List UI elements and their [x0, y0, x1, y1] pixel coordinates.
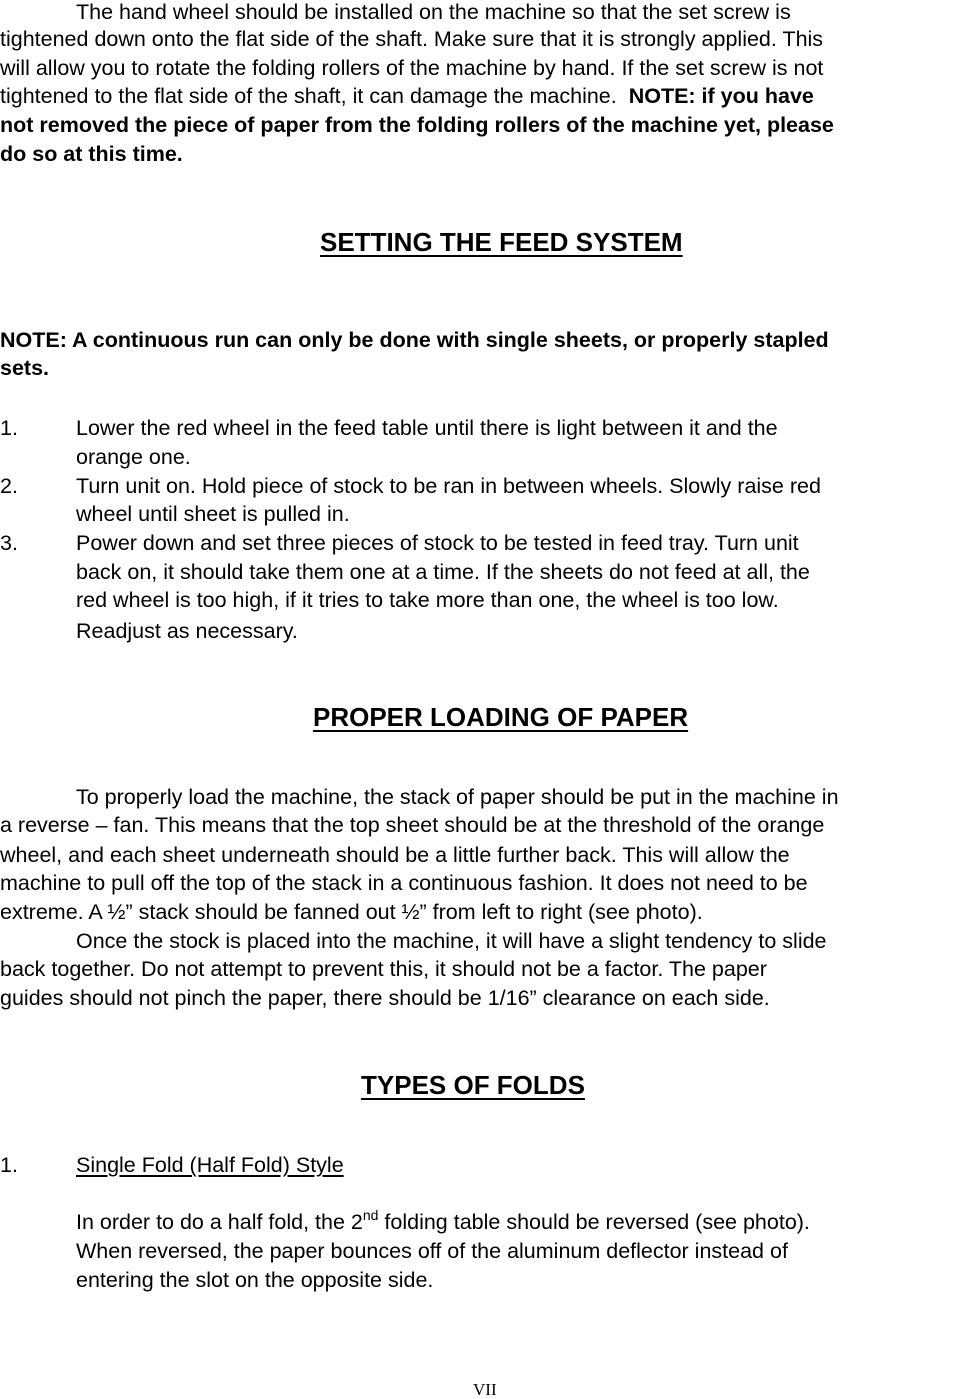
intro-line-3: will allow you to rotate the folding rollers of the machine by hand. If the set screw is not	[0, 56, 824, 80]
loading-line-2: a reverse – fan. This means that the top sheet should be at the threshold of the orange	[0, 813, 825, 837]
folds-para-line-3: entering the slot on the opposite side.	[76, 1268, 434, 1292]
feed-step-3-line-3: red wheel is too high, if it tries to take more than one, the wheel is too low.	[76, 588, 779, 612]
loading-heading: PROPER LOADING OF PAPER	[313, 702, 689, 732]
intro-line-2: tightened down onto the flat side of the shaft. Make sure that it is strongly applied. This	[0, 27, 824, 51]
feed-step-1-number: 1.	[0, 416, 18, 440]
feed-heading: SETTING THE FEED SYSTEM	[320, 227, 683, 257]
feed-step-3-number: 3.	[0, 531, 18, 555]
intro-note-line-2: not removed the piece of paper from the folding rollers of the machine yet, please	[0, 113, 834, 137]
feed-step-3-line-1: Power down and set three pieces of stock to be tested in feed tray. Turn unit	[76, 531, 799, 555]
loading-line-4: machine to pull off the top of the stack in a continuous fashion. It does not need to be	[0, 871, 808, 895]
feed-step-3-line-4: Readjust as necessary.	[76, 619, 298, 643]
feed-step-1-line-1: Lower the red wheel in the feed table until there is light between it and the	[76, 416, 778, 440]
ordinal-suffix: nd	[362, 1207, 379, 1223]
intro-line-1: The hand wheel should be installed on the machine so that the set screw is	[76, 0, 791, 24]
loading-line-3: wheel, and each sheet underneath should be a little further back. This will allow the	[0, 843, 790, 867]
intro-line-4	[0, 86, 814, 108]
folds-para-line-1-start: In order to do a half fold, the 2	[76, 1210, 363, 1234]
folds-item-title: Single Fold (Half Fold) Style	[76, 1153, 344, 1177]
loading-line-7: back together. Do not attempt to prevent this, it should not be a factor. The paper	[0, 957, 767, 981]
folds-para-line-1-end: folding table should be reversed (see photo).	[378, 1210, 810, 1234]
feed-step-1-line-2: orange one.	[76, 445, 191, 469]
feed-step-2-line-1: Turn unit on. Hold piece of stock to be ran in between wheels. Slowly raise red	[76, 474, 821, 498]
folds-item-number: 1.	[0, 1153, 18, 1177]
folds-heading: TYPES OF FOLDS	[361, 1070, 585, 1100]
intro-note-start: NOTE: if you have	[628, 84, 814, 108]
loading-line-8: guides should not pinch the paper, there should be 1/16” clearance on each side.	[0, 986, 770, 1010]
loading-line-1: To properly load the machine, the stack of paper should be put in the machine in	[76, 785, 839, 809]
feed-step-2-line-2: wheel until sheet is pulled in.	[76, 502, 350, 526]
feed-note-line-1: NOTE: A continuous run can only be done with single sheets, or properly stapled	[0, 328, 829, 352]
feed-step-2-number: 2.	[0, 474, 18, 498]
feed-step-3-line-2: back on, it should take them one at a time. If the sheets do not feed at all, the	[76, 560, 810, 584]
loading-line-6: Once the stock is placed into the machine, it will have a slight tendency to slide	[76, 929, 827, 953]
page-number: VII	[473, 1380, 497, 1399]
intro-line-4-text: tightened to the flat side of the shaft, it can damage the machine.	[0, 84, 617, 108]
feed-note-line-2: sets.	[0, 356, 50, 380]
folds-para-line-2: When reversed, the paper bounces off of the aluminum deflector instead of	[76, 1239, 788, 1263]
folds-para-line-1	[76, 1207, 810, 1234]
intro-note-line-3: do so at this time.	[0, 142, 183, 166]
loading-line-5: extreme. A ½” stack should be fanned out ½” from left to right (see photo).	[0, 900, 703, 924]
